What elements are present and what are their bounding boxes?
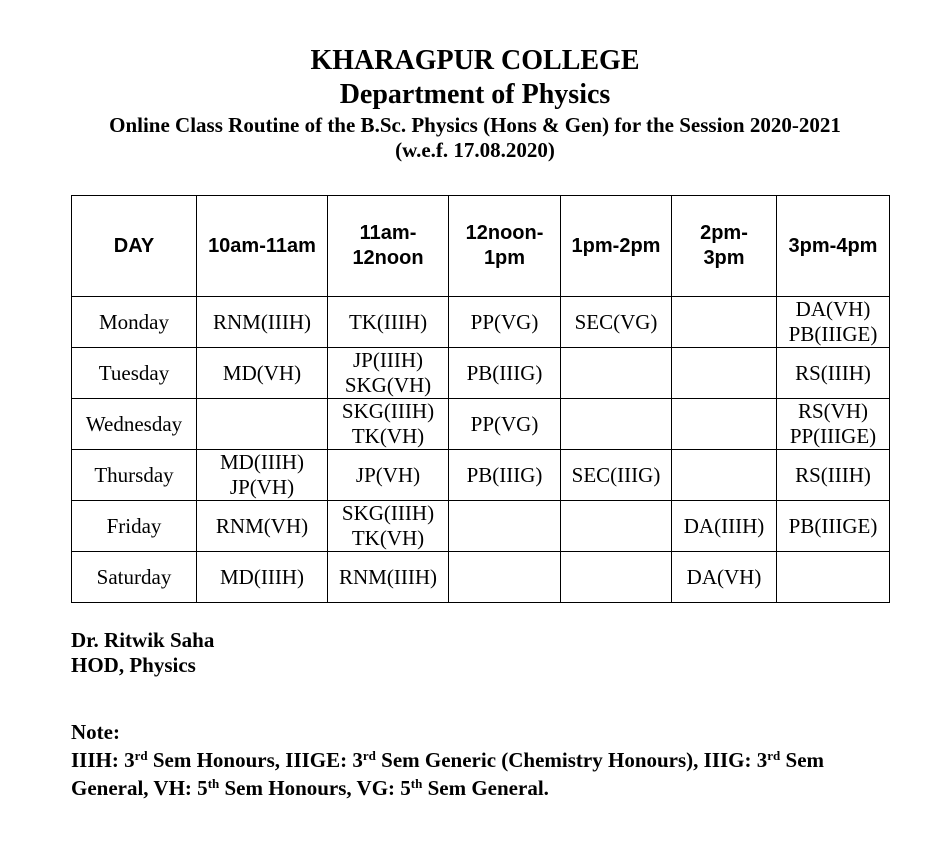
routine-cell <box>449 348 561 399</box>
ordinal-suffix: rd <box>767 748 781 763</box>
note-segment: IIIH: 3 <box>71 748 135 772</box>
class-entry: PB(IIIGE) <box>788 513 878 538</box>
column-header <box>197 196 328 297</box>
routine-cell <box>197 450 328 501</box>
ordinal-suffix: rd <box>134 748 148 763</box>
routine-cell <box>777 297 890 348</box>
ordinal-suffix: rd <box>362 748 376 763</box>
day-cell: Wednesday <box>72 399 197 450</box>
column-header-text: 3pm-4pm <box>788 234 878 257</box>
routine-cell <box>561 501 672 552</box>
routine-cell <box>561 450 672 501</box>
routine-cell <box>777 348 890 399</box>
day-cell: Thursday <box>72 450 197 501</box>
column-header-text: 11am- <box>359 222 417 244</box>
class-entry: SKG(IIIH) <box>341 501 435 525</box>
column-header-text: 1pm-2pm <box>571 234 661 257</box>
column-header-text: 12noon <box>352 247 424 269</box>
routine-cell <box>449 552 561 603</box>
class-entry: SEC(IIIG) <box>571 462 661 487</box>
note-segment: Sem Honours, VG: 5 <box>219 776 411 800</box>
class-entry: MD(VH) <box>222 360 302 385</box>
column-header-text: 12noon- <box>465 222 544 244</box>
routine-cell <box>197 501 328 552</box>
routine-cell <box>561 297 672 348</box>
signatory-title: HOD, Physics <box>71 653 196 677</box>
routine-cell <box>672 399 777 450</box>
routine-cell <box>328 297 449 348</box>
class-entry: RS(VH) <box>797 399 868 423</box>
class-routine-table <box>71 195 890 603</box>
routine-subtitle: Online Class Routine of the B.Sc. Physics (Hons & Gen) for the Session 2020-2021 <box>109 113 841 137</box>
class-entry: MD(IIIH) <box>220 450 304 474</box>
routine-cell <box>449 450 561 501</box>
day-cell: Saturday <box>72 552 197 603</box>
column-header <box>561 196 672 297</box>
class-entry: RS(IIIH) <box>795 462 871 487</box>
routine-cell <box>561 348 672 399</box>
class-entry: TK(VH) <box>351 526 425 550</box>
day-cell: Friday <box>72 501 197 552</box>
effective-date: (w.e.f. 17.08.2020) <box>395 138 555 162</box>
routine-cell <box>328 399 449 450</box>
routine-cell <box>777 450 890 501</box>
column-header <box>328 196 449 297</box>
table-body <box>72 297 890 603</box>
class-entry: JP(VH) <box>229 475 295 499</box>
column-header <box>449 196 561 297</box>
routine-cell <box>672 552 777 603</box>
class-entry: RNM(IIIH) <box>339 564 437 589</box>
class-entry: PB(IIIG) <box>466 462 543 487</box>
routine-cell <box>672 348 777 399</box>
routine-cell <box>328 450 449 501</box>
routine-cell <box>561 399 672 450</box>
ordinal-suffix: th <box>410 776 423 791</box>
column-header-text: 3pm <box>703 247 745 269</box>
routine-cell <box>328 501 449 552</box>
column-header <box>672 196 777 297</box>
class-entry: PP(IIIGE) <box>789 424 877 448</box>
routine-cell <box>449 297 561 348</box>
class-entry: JP(VH) <box>355 462 421 487</box>
day-cell: Tuesday <box>72 348 197 399</box>
class-entry: RNM(IIIH) <box>213 309 311 334</box>
college-name: KHARAGPUR COLLEGE <box>310 45 640 76</box>
class-entry: TK(IIIH) <box>348 309 428 334</box>
routine-cell <box>561 552 672 603</box>
routine-cell <box>449 399 561 450</box>
routine-cell <box>449 501 561 552</box>
note-segment: Sem Generic (Chemistry Honours), IIIG: 3 <box>375 748 768 772</box>
note-segment: Sem Honours, IIIGE: 3 <box>147 748 363 772</box>
class-entry: RNM(VH) <box>215 513 309 538</box>
routine-cell <box>672 297 777 348</box>
note-segment: Sem General, VH: 5 <box>71 748 825 800</box>
class-entry: DA(VH) <box>795 297 871 321</box>
class-entry: MD(IIIH) <box>220 564 304 589</box>
routine-cell <box>777 552 890 603</box>
table-row <box>72 501 890 552</box>
routine-cell <box>197 297 328 348</box>
routine-cell <box>328 348 449 399</box>
department-name: Department of Physics <box>339 79 611 110</box>
routine-cell <box>672 450 777 501</box>
routine-cell <box>197 552 328 603</box>
column-header-text: 2pm- <box>700 222 748 244</box>
routine-cell <box>777 501 890 552</box>
class-entry: PB(IIIGE) <box>788 322 878 346</box>
table-row <box>72 450 890 501</box>
column-header-text: DAY <box>113 234 155 257</box>
column-header <box>72 196 197 297</box>
routine-cell <box>328 552 449 603</box>
table-row <box>72 348 890 399</box>
table-row <box>72 399 890 450</box>
class-entry: JP(IIIH) <box>353 348 423 372</box>
class-entry: PB(IIIG) <box>466 360 543 385</box>
routine-cell <box>672 501 777 552</box>
class-entry: DA(VH) <box>686 564 762 589</box>
ordinal-suffix: th <box>207 776 220 791</box>
table-header-row <box>72 196 890 297</box>
day-cell: Monday <box>72 297 197 348</box>
class-entry: PP(VG) <box>470 309 539 334</box>
routine-cell <box>197 399 328 450</box>
class-entry: SKG(VH) <box>344 373 432 397</box>
signatory-name: Dr. Ritwik Saha <box>71 628 215 652</box>
note-text <box>71 746 901 802</box>
class-entry: DA(IIIH) <box>683 513 765 538</box>
class-entry: SKG(IIIH) <box>341 399 435 423</box>
column-header <box>777 196 890 297</box>
class-entry: TK(VH) <box>351 424 425 448</box>
class-entry: RS(IIIH) <box>795 360 871 385</box>
table-row <box>72 552 890 603</box>
routine-cell <box>197 348 328 399</box>
class-entry: SEC(VG) <box>574 309 658 334</box>
column-header-text: 10am-11am <box>208 234 316 257</box>
note-segment: Sem General. <box>422 776 549 800</box>
class-entry: PP(VG) <box>470 411 539 436</box>
column-header-text: 1pm <box>483 247 526 269</box>
table-row <box>72 297 890 348</box>
routine-cell <box>777 399 890 450</box>
note-heading: Note: <box>71 720 120 744</box>
